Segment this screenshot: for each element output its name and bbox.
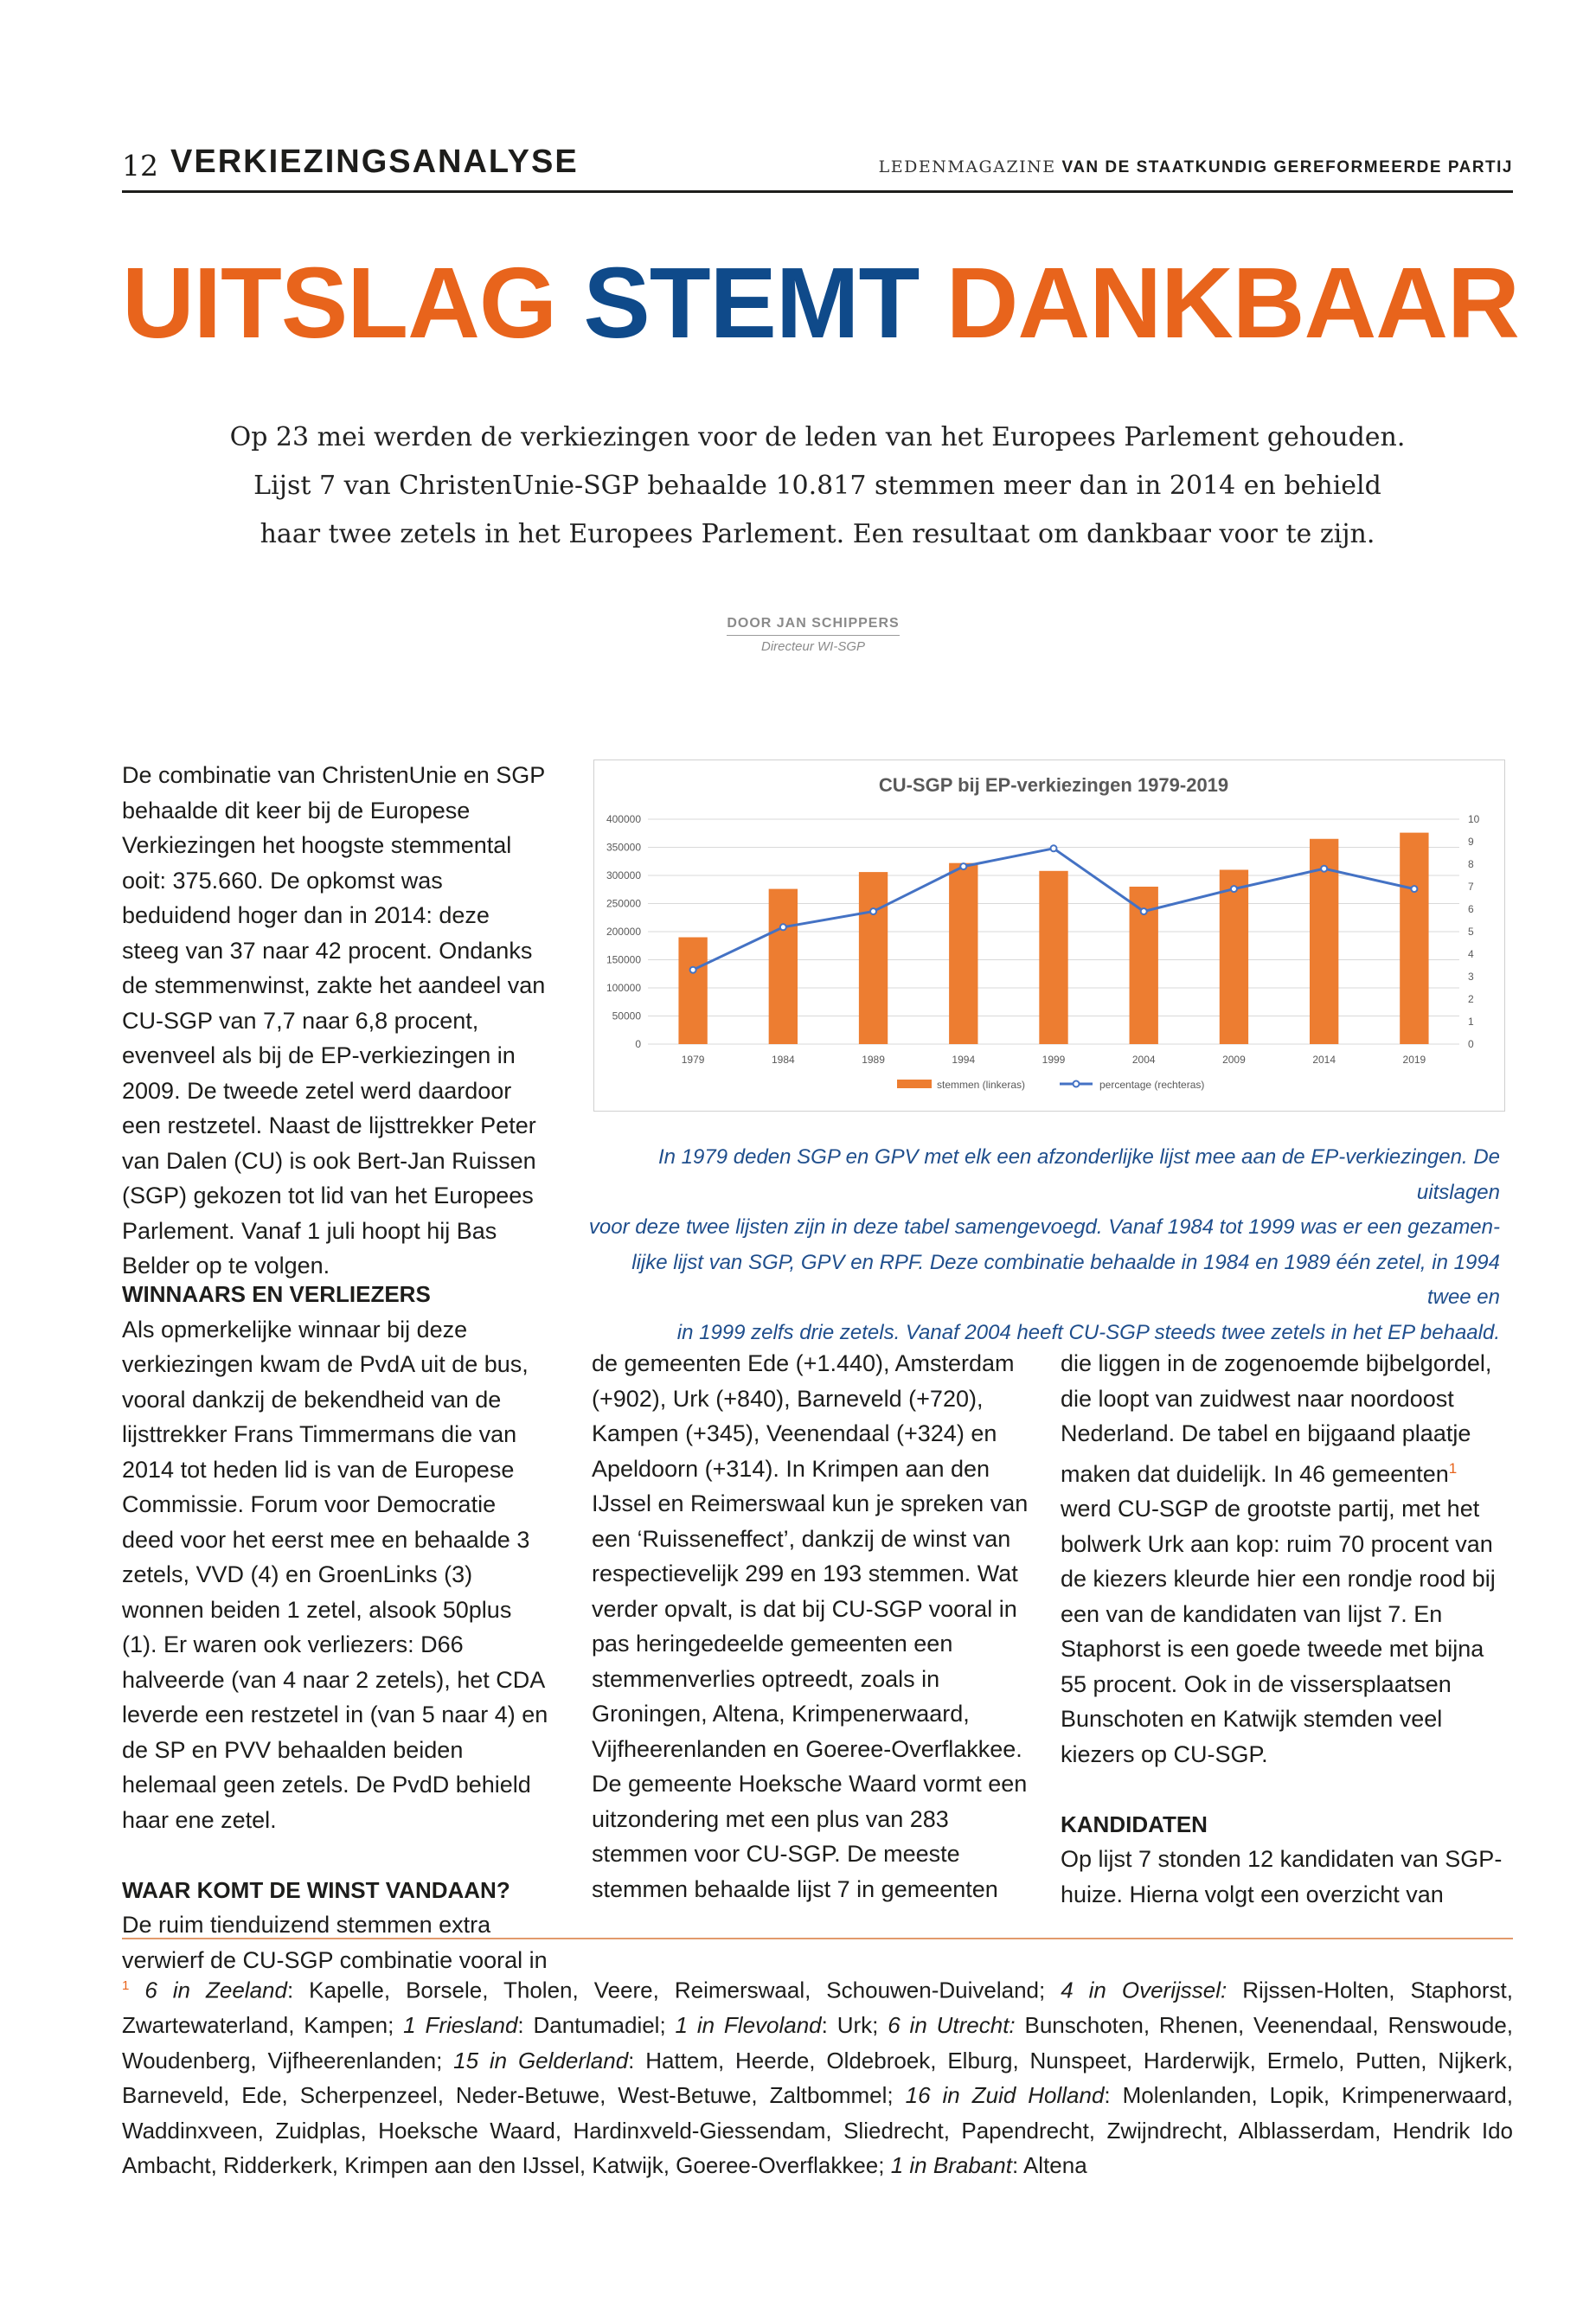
body-column-3 bbox=[1061, 1346, 1510, 1912]
right-axis-tick-label: 3 bbox=[1468, 971, 1474, 983]
left-axis-tick-label: 100000 bbox=[606, 982, 641, 994]
legend-line-marker bbox=[1074, 1081, 1080, 1087]
body-paragraph bbox=[1061, 1346, 1510, 1772]
footnote-text: : Kapelle, Borsele, Tholen, Veere, Reimerswaal, Schouwen-Duiveland; bbox=[286, 1977, 1061, 2003]
bar-1984 bbox=[769, 889, 798, 1044]
x-axis-tick-label: 1989 bbox=[862, 1054, 885, 1066]
percentage-point-2014 bbox=[1321, 866, 1327, 872]
bar-1979 bbox=[678, 938, 707, 1045]
footnote-label: 6 in Zeeland bbox=[144, 1977, 287, 2003]
left-axis-tick-label: 150000 bbox=[606, 953, 641, 966]
caption-line: voor deze twee lijsten zijn in deze tabel samengevoegd. Vanaf 1984 tot 1999 was er een gezamen- bbox=[588, 1215, 1500, 1239]
footnote-label: 1 in Brabant bbox=[890, 2152, 1012, 2179]
title-part-1: UITSLAG bbox=[122, 247, 557, 359]
intro-lead bbox=[173, 413, 1462, 559]
x-axis-tick-label: 1994 bbox=[952, 1054, 976, 1066]
body-paragraph: Als opmerkelijke winnaar bij deze verkiezingen kwam de PvdA uit de bus, vooral dankzij de bekendheid van de lijsttrekker Frans Timmermans die van 2014 tot heden lid is van de Europese Commissie. Forum voor Democratie deed voor het eerst mee en behaalde 3 zetels, VVD (4) en GroenLinks (3) wonnen beiden 1 zetel, alsook 50plus (1). Er waren ook verliezers: D66 halveerde (van 4 naar 2 zetels), het CDA leverde een restzetel in (van 5 naar 4) en de SP en PVV behaalden beiden helemaal geen zetels. De PvdD behield haar ene zetel. bbox=[122, 1316, 548, 1833]
footnote-label: 4 in Overijssel: bbox=[1061, 1977, 1227, 2003]
body-text: die liggen in de zogenoemde bijbelgordel, die loopt van zuidwest naar noordoost Nederland. De tabel en bijgaand plaatje maken dat duidelijk. In 46 gemeenten bbox=[1061, 1350, 1492, 1487]
byline-author: DOOR JAN SCHIPPERS bbox=[727, 616, 899, 636]
page-header bbox=[122, 145, 1513, 193]
body-paragraph: De combinatie van ChristenUnie en SGP behaalde dit keer bij de Europese Verkiezingen het hoogste stemmental ooit: 375.660. De opkomst was beduidend hoger dan in 2014: deze steeg van 37 naar 42 procent. Ondanks de stemmenwinst, zakte het aandeel van CU-SGP van 7,7 naar 6,8 procent, evenveel als bij de EP-verkiezingen in 2009. De tweede zetel werd daardoor een restzetel. Naast de lijsttrekker Peter van Dalen (CU) is ook Bert-Jan Ruissen (SGP) gekozen tot lid van het Europees Parlement. Vanaf 1 juli hoopt hij Bas Belder op te volgen. bbox=[122, 762, 546, 1279]
subheading-kandidaten: KANDIDATEN bbox=[1061, 1811, 1208, 1837]
percentage-point-1979 bbox=[690, 967, 696, 973]
legend-bar-swatch bbox=[897, 1080, 932, 1088]
bar-1989 bbox=[859, 872, 888, 1044]
bar-1994 bbox=[949, 863, 977, 1044]
footnote-label: 1 in Flevoland bbox=[675, 2012, 822, 2039]
right-axis-tick-label: 9 bbox=[1468, 836, 1474, 848]
footnote-label: 6 in Utrecht: bbox=[888, 2012, 1016, 2039]
footnote-text: : Altena bbox=[1011, 2152, 1087, 2179]
footnote-text: : Hattem, Heerde, Oldebroek, Elburg, Nunspeet, Harderwijk, Ermelo, Putten, Nijkerk, Barneveld, Ede, Scherpenzeel, Neder-Betuwe, West-Betuwe, Zaltbommel; bbox=[122, 2047, 1513, 2109]
body-paragraph: Op lijst 7 stonden 12 kandidaten van SGP-huize. Hierna volgt een overzicht van bbox=[1061, 1846, 1503, 1907]
right-axis-tick-label: 0 bbox=[1468, 1038, 1474, 1050]
percentage-point-1989 bbox=[870, 908, 876, 914]
footnote-text: Rijssen-Holten, Staphorst, Zwartewaterland, Kampen; bbox=[122, 1977, 1513, 2039]
subheading-winnaars: WINNAARS EN VERLIEZERS bbox=[122, 1281, 431, 1307]
bar-2009 bbox=[1220, 870, 1248, 1045]
left-axis-tick-label: 200000 bbox=[606, 926, 641, 938]
intro-line: Op 23 mei werden de verkiezingen voor de leden van het Europees Parlement gehouden. bbox=[229, 422, 1406, 452]
body-paragraph: De ruim tienduizend stemmen extra verwierf de CU-SGP combinatie vooral in bbox=[122, 1912, 548, 1973]
right-axis-tick-label: 4 bbox=[1468, 948, 1474, 960]
right-axis-tick-label: 6 bbox=[1468, 903, 1474, 915]
article-title bbox=[122, 247, 1519, 359]
x-axis-tick-label: 1999 bbox=[1042, 1054, 1066, 1066]
right-axis-tick-label: 7 bbox=[1468, 881, 1474, 893]
x-axis-tick-label: 1979 bbox=[681, 1054, 705, 1066]
body-paragraph: de gemeenten Ede (+1.440), Amsterdam (+902), Urk (+840), Barneveld (+720), Kampen (+345), Veenendaal (+324) en Apeldoorn (+314). In Krimpen aan den IJssel en Reimerswaal kun je spreken van een ‘Ruisseneffect’, dankzij de winst van respectievelijk 299 en 193 stemmen. Wat verder opvalt, is dat bij CU-SGP vooral in pas heringedeelde gemeenten een stemmenverlies optreedt, zoals in Groningen, Altena, Krimpenerwaard, Vijfheerenlanden en Goeree-Overflakkee. De gemeente Hoeksche Waard vormt een uitzondering met een plus van 283 stemmen voor CU-SGP. De meeste stemmen behaalde lijst 7 in gemeenten bbox=[592, 1350, 1029, 1902]
left-axis-tick-label: 400000 bbox=[606, 813, 641, 825]
bar-1999 bbox=[1039, 871, 1067, 1044]
caption-line: lijke lijst van SGP, GPV en RPF. Deze combinatie behaalde in 1984 en 1989 één zetel, in 1994 twee en bbox=[631, 1250, 1500, 1309]
chart-svg bbox=[594, 760, 1504, 1111]
percentage-point-2009 bbox=[1231, 886, 1237, 892]
body-column-1 bbox=[122, 1277, 551, 1977]
percentage-point-1984 bbox=[780, 924, 786, 930]
right-axis-tick-label: 5 bbox=[1468, 926, 1474, 938]
caption-line: In 1979 deden SGP en GPV met elk een afzonderlijke lijst mee aan de EP-verkiezingen. De uitslagen bbox=[658, 1145, 1500, 1204]
left-axis-tick-label: 300000 bbox=[606, 869, 641, 881]
footnote-mark: 1 bbox=[122, 1978, 130, 1993]
x-axis-tick-label: 2009 bbox=[1222, 1054, 1246, 1066]
left-axis-tick-label: 250000 bbox=[606, 897, 641, 910]
left-axis-tick-label: 350000 bbox=[606, 841, 641, 854]
bar-2019 bbox=[1400, 833, 1428, 1044]
body-text: werd CU-SGP de grootste partij, met het bolwerk Urk aan kop: ruim 70 procent van de kiezers kleurde hier een rondje rood bij een van de kandidaten van lijst 7. En Staphorst is een goede tweede met bijna 55 procent. Ook in de vissersplaatsen Bunschoten en Katwijk stemden veel kiezers op CU-SGP. bbox=[1061, 1496, 1496, 1767]
footnote-label: 15 in Gelderland bbox=[453, 2047, 629, 2073]
percentage-point-2019 bbox=[1411, 886, 1417, 892]
results-chart bbox=[593, 760, 1505, 1112]
page-number: 12 bbox=[122, 149, 158, 183]
footnote-label: 1 Friesland bbox=[403, 2012, 518, 2039]
title-part-3: DANKBAAR bbox=[945, 247, 1519, 359]
right-axis-tick-label: 8 bbox=[1468, 858, 1474, 870]
x-axis-tick-label: 2014 bbox=[1312, 1054, 1336, 1066]
percentage-point-1999 bbox=[1051, 845, 1057, 851]
x-axis-tick-label: 1984 bbox=[771, 1054, 795, 1066]
magazine-name bbox=[879, 157, 1513, 177]
byline-role: Directeur WI-SGP bbox=[760, 639, 865, 654]
footnote-text: : Dantumadiel; bbox=[517, 2012, 676, 2039]
footnote-text: : Urk; bbox=[821, 2012, 888, 2039]
footnote-reference[interactable]: 1 bbox=[1448, 1459, 1458, 1477]
legend-label-stemmen: stemmen (linkeras) bbox=[937, 1079, 1026, 1091]
chart-caption bbox=[588, 1140, 1500, 1350]
left-axis-tick-label: 50000 bbox=[612, 1009, 641, 1022]
section-title: VERKIEZINGSANALYSE bbox=[170, 144, 579, 180]
byline bbox=[692, 616, 934, 654]
body-column-2 bbox=[592, 1346, 1035, 1907]
magazine-name-light: LEDENMAGAZINE bbox=[878, 157, 1056, 176]
legend-label-percentage: percentage (rechteras) bbox=[1099, 1079, 1205, 1091]
footnote-label: 16 in Zuid Holland bbox=[905, 2082, 1105, 2109]
intro-line: haar twee zetels in het Europees Parlement. Een resultaat om dankbaar voor te zijn. bbox=[260, 519, 1375, 549]
chart-title: CU-SGP bij EP-verkiezingen 1979-2019 bbox=[878, 774, 1229, 796]
right-axis-tick-label: 1 bbox=[1468, 1016, 1474, 1028]
footnote bbox=[122, 1969, 1513, 2183]
right-axis-tick-label: 10 bbox=[1468, 813, 1480, 825]
title-part-2: STEMT bbox=[583, 247, 920, 359]
percentage-point-2004 bbox=[1141, 908, 1147, 914]
footnote-text: : Molenlanden, Lopik, Krimpenerwaard, Waddinxveen, Zuidplas, Hoeksche Waard, Hardinxveld-Giessendam, Sliedrecht, Papendrecht, Zwijndrecht, Alblasserdam, Hendrik Ido Ambacht, Ridderkerk, Krimpen aan den IJssel, Katwijk, Goeree-Overflakkee; bbox=[122, 2082, 1513, 2179]
footnote-text: Bunschoten, Rhenen, Veenendaal, Renswoude, Woudenberg, Vijfheerenlanden; bbox=[122, 2012, 1513, 2073]
magazine-name-bold: VAN DE STAATKUNDIG GEREFORMEERDE PARTIJ bbox=[1061, 158, 1513, 176]
subheading-winst: WAAR KOMT DE WINST VANDAAN? bbox=[122, 1876, 510, 1903]
caption-line: in 1999 zelfs drie zetels. Vanaf 2004 heeft CU-SGP steeds twee zetels in het EP behaald. bbox=[676, 1320, 1500, 1344]
x-axis-tick-label: 2004 bbox=[1131, 1054, 1156, 1066]
left-axis-tick-label: 0 bbox=[635, 1038, 641, 1050]
footnote-divider bbox=[122, 1938, 1513, 1939]
body-column-1-top bbox=[122, 758, 551, 1284]
intro-line: Lijst 7 van ChristenUnie-SGP behaalde 10.817 stemmen meer dan in 2014 en behield bbox=[253, 471, 1381, 501]
x-axis-tick-label: 2019 bbox=[1402, 1054, 1426, 1066]
right-axis-tick-label: 2 bbox=[1468, 993, 1474, 1005]
percentage-point-1994 bbox=[960, 863, 966, 869]
